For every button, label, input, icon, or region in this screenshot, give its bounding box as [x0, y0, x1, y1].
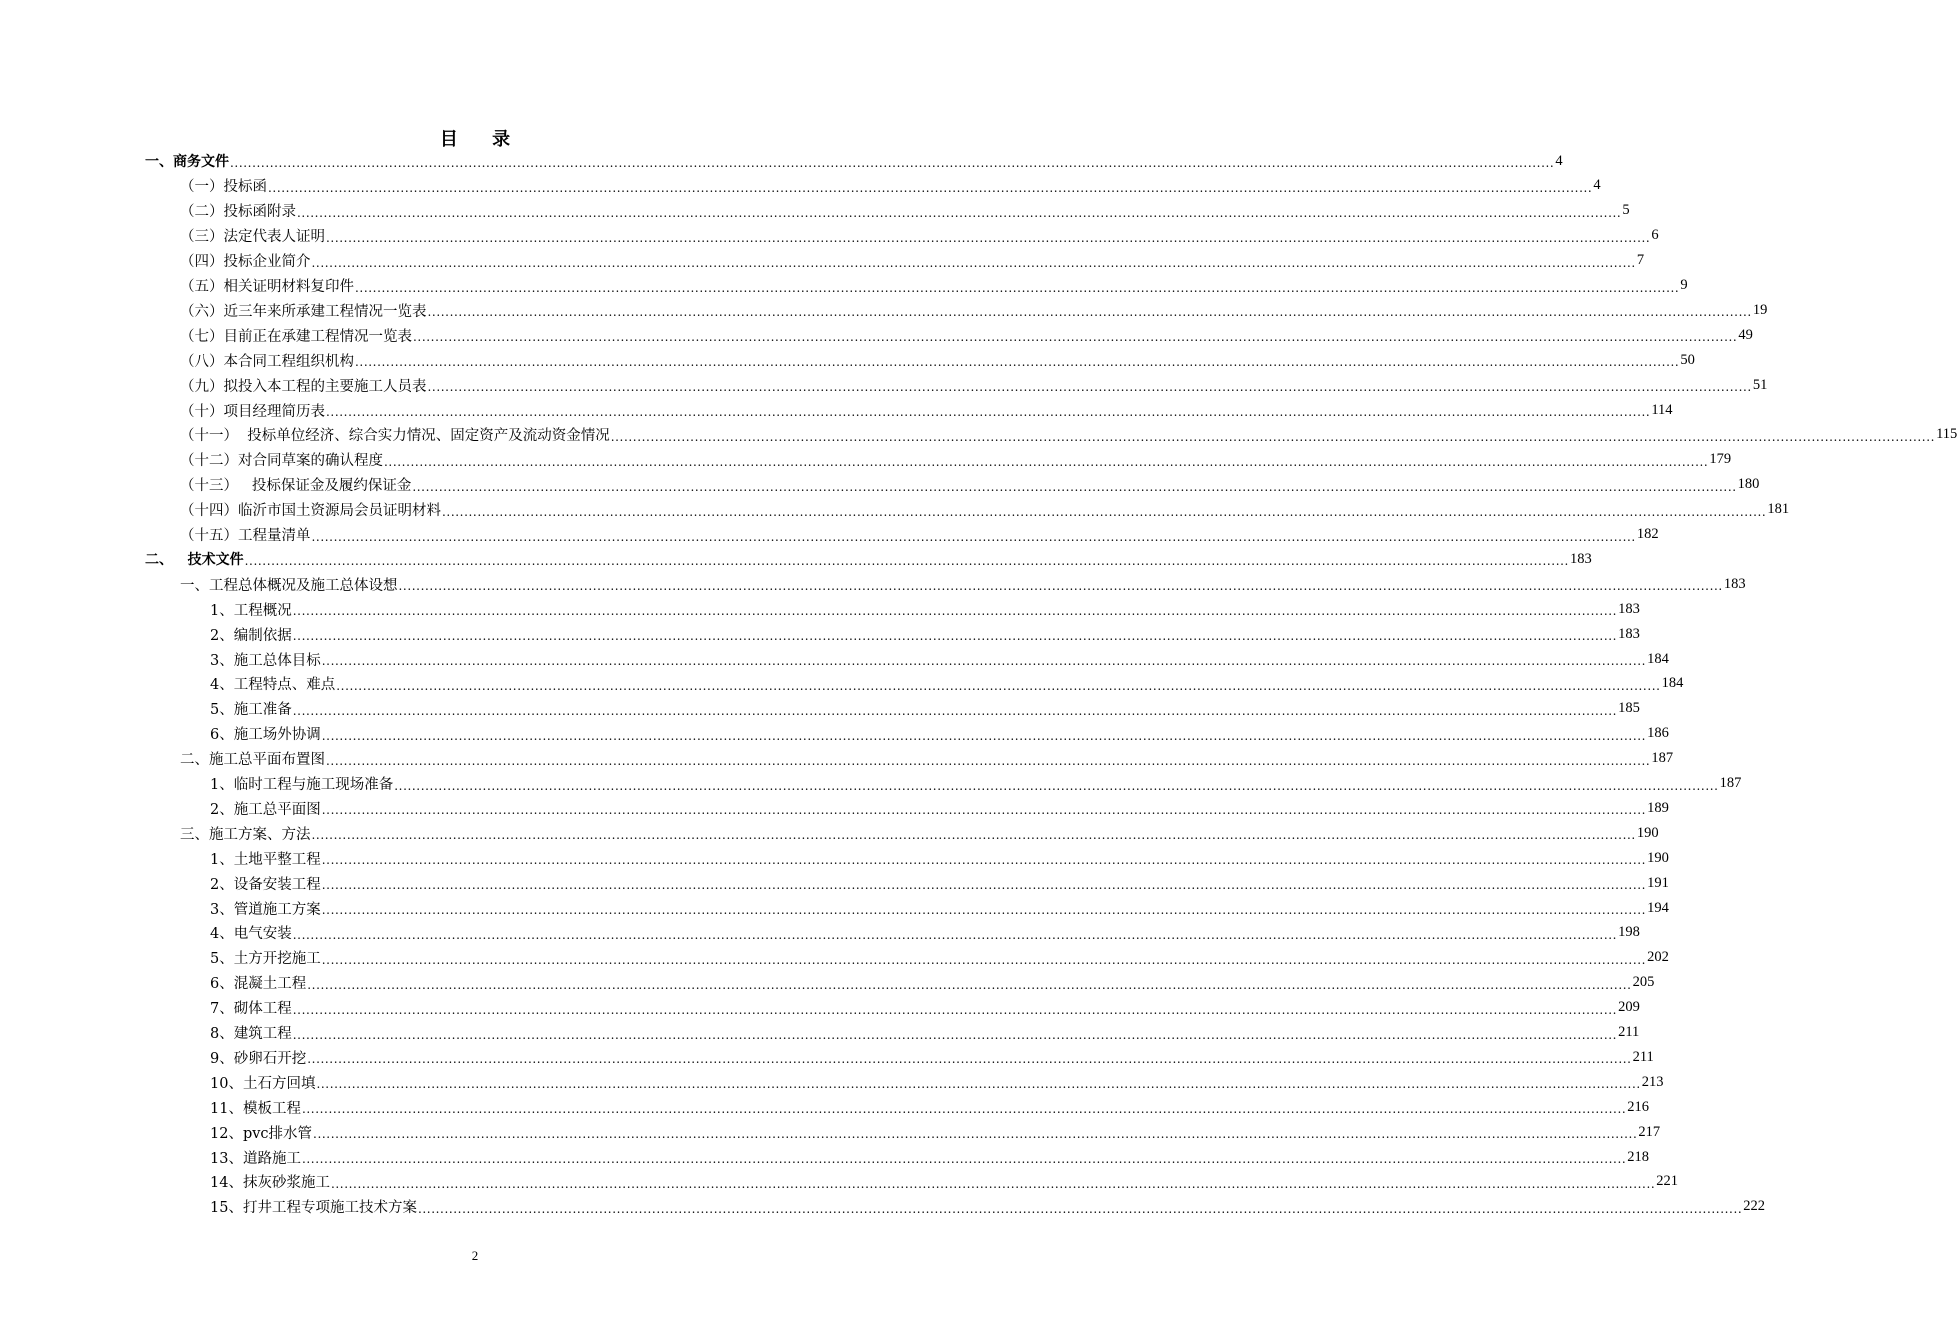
toc-entry-page: 190	[1647, 849, 1669, 866]
toc-entry-label: 6、混凝土工程	[210, 976, 307, 993]
toc-entry[interactable]	[180, 224, 1659, 248]
toc-entry-page: 198	[1618, 924, 1640, 941]
toc-entry-page: 217	[1638, 1123, 1661, 1140]
toc-leader-dots: ............................................................................................................................................................................................................................................................................................................	[321, 952, 1647, 967]
toc-entry-label: 二、 技术文件	[145, 552, 244, 569]
toc-leader-dots: ............................................................................................................................................................................................................................................................................................................	[326, 230, 1651, 245]
toc-entry-label: （三）法定代表人证明	[180, 229, 325, 246]
toc-entry-label: （九）拟投入本工程的主要施工人员表	[180, 378, 427, 395]
toc-leader-dots: ............................................................................................................................................................................................................................................................................................................	[427, 305, 1752, 320]
toc-entry-label: （七）目前正在承建工程情况一览表	[180, 328, 412, 345]
toc-entry-page: 51	[1752, 376, 1768, 393]
toc-leader-dots: ............................................................................................................................................................................................................................................................................................................	[321, 654, 1647, 668]
toc-entry[interactable]	[210, 971, 1655, 995]
toc-entry[interactable]	[210, 896, 1669, 920]
toc-entry-page: 4	[1555, 152, 1563, 169]
toc-leader-dots: ............................................................................................................................................................................................................................................................................................................	[355, 355, 1680, 370]
toc-entry-page: 183	[1569, 550, 1592, 567]
toc-leader-dots: ............................................................................................................................................................................................................................................................................................................	[313, 1127, 1638, 1142]
toc-entry[interactable]	[210, 946, 1669, 970]
toc-entry-label: （五）相关证明材料复印件	[180, 279, 354, 295]
toc-leader-dots: ............................................................................................................................................................................................................................................................................................................	[268, 180, 1593, 195]
toc-entry-page: 191	[1647, 874, 1669, 891]
toc-entry-page: 211	[1632, 1048, 1654, 1065]
toc-entry-label: 6、施工场外协调	[210, 727, 321, 744]
toc-entry-page: 221	[1656, 1173, 1679, 1190]
toc-entry[interactable]	[145, 149, 1563, 173]
toc-leader-dots: ............................................................................................................................................................................................................................................................................................................	[398, 579, 1723, 594]
toc-entry-page: 183	[1723, 575, 1746, 592]
toc-leader-dots: ............................................................................................................................................................................................................................................................................................................	[321, 728, 1647, 743]
toc-entry-label: 9、砂卵石开挖	[210, 1050, 307, 1067]
toc-entry-page: 183	[1618, 600, 1640, 617]
toc-entry-label: 2、编制依据	[210, 627, 292, 644]
toc-entry-label: （十四）临沂市国土资源局会员证明材料	[180, 503, 441, 520]
toc-entry-page: 115	[1936, 426, 1957, 443]
toc-entry[interactable]	[210, 622, 1640, 646]
toc-entry-label: （二）投标函附录	[180, 204, 296, 221]
toc-entry-label: 12、pvc排水管	[210, 1125, 313, 1142]
toc-leader-dots: ............................................................................................................................................................................................................................................................................................................	[610, 429, 1936, 444]
toc-entry-label: 一、工程总体概况及施工总体设想	[180, 577, 398, 594]
toc-entry-page: 194	[1647, 899, 1669, 916]
toc-entry-page: 179	[1709, 451, 1732, 468]
toc-leader-dots: ............................................................................................................................................................................................................................................................................................................	[321, 903, 1647, 917]
toc-entry[interactable]	[210, 1170, 1679, 1194]
toc-entry[interactable]	[210, 597, 1640, 621]
toc-entry-label: 5、施工准备	[210, 702, 292, 719]
toc-entry-label: 2、设备安装工程	[210, 876, 321, 893]
toc-entry-page: 182	[1636, 526, 1659, 542]
toc-entry-page: 186	[1647, 725, 1669, 742]
toc-entry-page: 205	[1632, 974, 1655, 991]
toc-leader-dots: ............................................................................................................................................................................................................................................................................................................	[412, 479, 1737, 494]
toc-entry-label: 11、模板工程	[210, 1100, 301, 1117]
toc-leader-dots: ............................................................................................................................................................................................................................................................................................................	[417, 1201, 1743, 1216]
toc-leader-dots: ............................................................................................................................................................................................................................................................................................................	[307, 977, 1632, 992]
toc-entry-label: （十一） 投标单位经济、综合实力情况、固定资产及流动资金情况	[180, 428, 610, 445]
toc-leader-dots: ............................................................................................................................................................................................................................................................................................................	[311, 255, 1636, 270]
toc-entry-page: 49	[1738, 326, 1753, 343]
toc-entry-label: （六）近三年来所承建工程情况一览表	[180, 303, 427, 320]
toc-entry[interactable]	[180, 821, 1659, 845]
toc-entry-label: 7、砌体工程	[210, 1001, 292, 1018]
page-title: 目 录	[439, 129, 525, 150]
toc-entry[interactable]	[210, 921, 1640, 945]
toc-entry-label: （十）项目经理简历表	[180, 403, 325, 420]
toc-entry[interactable]	[210, 1070, 1664, 1094]
toc-entry[interactable]	[210, 697, 1640, 721]
toc-leader-dots: ............................................................................................................................................................................................................................................................................................................	[292, 629, 1618, 644]
toc-entry-label: 1、土地平整工程	[210, 851, 321, 868]
toc-leader-dots: ............................................................................................................................................................................................................................................................................................................	[244, 554, 1569, 569]
toc-entry-label: （四）投标企业简介	[180, 254, 311, 271]
toc-entry-page: 50	[1680, 351, 1695, 368]
toc-leader-dots: ............................................................................................................................................................................................................................................................................................................	[292, 927, 1618, 942]
toc-entry[interactable]	[180, 423, 1957, 447]
toc-leader-dots: ............................................................................................................................................................................................................................................................................................................	[307, 1052, 1632, 1067]
toc-entry-label: 三、施工方案、方法	[180, 826, 311, 843]
toc-entry[interactable]	[210, 1095, 1650, 1119]
toc-entry[interactable]	[180, 373, 1768, 397]
toc-entry[interactable]	[180, 747, 1674, 771]
toc-entry-page: 4	[1593, 177, 1601, 194]
toc-leader-dots: ............................................................................................................................................................................................................................................................................................................	[321, 878, 1647, 893]
toc-entry-page: 184	[1661, 675, 1684, 692]
toc-entry[interactable]	[210, 1120, 1661, 1144]
toc-entry[interactable]	[180, 398, 1673, 422]
toc-entry-page: 7	[1636, 252, 1645, 269]
toc-entry-label: 2、施工总平面图	[210, 801, 321, 818]
toc-entry-page: 181	[1767, 501, 1790, 518]
toc-entry[interactable]	[210, 672, 1684, 696]
toc-entry-page: 6	[1651, 227, 1659, 244]
toc-entry-page: 9	[1680, 277, 1688, 293]
toc-entry-page: 183	[1618, 625, 1640, 642]
toc-entry[interactable]	[180, 523, 1659, 547]
toc-entry[interactable]	[210, 1045, 1654, 1069]
toc-entry-label: 8、建筑工程	[210, 1026, 292, 1042]
toc-leader-dots: ............................................................................................................................................................................................................................................................................................................	[326, 753, 1651, 768]
toc-entry-page: 216	[1627, 1098, 1650, 1115]
toc-entry[interactable]	[210, 1195, 1766, 1219]
toc-leader-dots: ............................................................................................................................................................................................................................................................................................................	[394, 778, 1719, 793]
toc-leader-dots: ............................................................................................................................................................................................................................................................................................................	[330, 1176, 1656, 1191]
toc-entry[interactable]	[210, 871, 1669, 895]
toc-entry-label: 5、土方开挖施工	[210, 951, 321, 968]
toc-entry-page: 184	[1647, 650, 1669, 667]
toc-entry[interactable]	[180, 572, 1746, 596]
toc-entry-label: 1、临时工程与施工现场准备	[210, 777, 394, 793]
toc-leader-dots: ............................................................................................................................................................................................................................................................................................................	[311, 828, 1636, 843]
toc-entry-label: （十三） 投标保证金及履约保证金	[180, 478, 412, 495]
toc-entry-page: 202	[1647, 949, 1669, 966]
toc-entry[interactable]	[180, 298, 1768, 322]
toc-entry[interactable]	[210, 846, 1669, 870]
toc-leader-dots: ............................................................................................................................................................................................................................................................................................................	[311, 529, 1636, 544]
toc-entry[interactable]	[210, 647, 1669, 671]
toc-entry[interactable]	[180, 249, 1645, 273]
toc-entry-page: 187	[1651, 750, 1674, 767]
toc-entry[interactable]	[180, 323, 1753, 347]
toc-entry-page: 190	[1636, 824, 1659, 841]
toc-entry-label: 15、打井工程专项施工技术方案	[210, 1200, 417, 1217]
toc-entry-page: 209	[1618, 999, 1640, 1016]
toc-leader-dots: ............................................................................................................................................................................................................................................................................................................	[413, 330, 1738, 345]
toc-entry[interactable]	[210, 1021, 1640, 1045]
toc-entry-label: 二、施工总平面布置图	[180, 752, 325, 769]
toc-leader-dots: ............................................................................................................................................................................................................................................................................................................	[292, 1002, 1618, 1017]
toc-leader-dots: ............................................................................................................................................................................................................................................................................................................	[292, 604, 1618, 619]
toc-entry[interactable]	[180, 274, 1688, 298]
toc-leader-dots: ............................................................................................................................................................................................................................................................................................................	[427, 380, 1752, 395]
toc-leader-dots: ............................................................................................................................................................................................................................................................................................................	[301, 1152, 1627, 1166]
toc-entry-label: （一）投标函	[180, 179, 267, 196]
toc-entry-label: （八）本合同工程组织机构	[180, 353, 354, 370]
toc-leader-dots: ............................................................................................................................................................................................................................................................................................................	[442, 504, 1767, 519]
toc-entry-page: 187	[1719, 775, 1742, 791]
toc-entry[interactable]	[180, 498, 1790, 522]
toc-entry-label: 4、工程特点、难点	[210, 677, 336, 694]
toc-entry[interactable]	[210, 722, 1669, 746]
toc-entry-label: 4、电气安装	[210, 926, 292, 943]
toc-leader-dots: ............................................................................................................................................................................................................................................................................................................	[297, 205, 1622, 220]
toc-entry[interactable]	[180, 448, 1732, 472]
toc-entry[interactable]	[180, 473, 1760, 497]
toc-entry[interactable]	[180, 199, 1630, 223]
toc-entry-page: 5	[1622, 202, 1630, 219]
toc-entry-label: 14、抹灰砂浆施工	[210, 1175, 330, 1192]
toc-leader-dots: ............................................................................................................................................................................................................................................................................................................	[301, 1102, 1627, 1117]
toc-leader-dots: ............................................................................................................................................................................................................................................................................................................	[336, 678, 1661, 693]
toc-entry[interactable]	[210, 796, 1669, 820]
toc-entry-page: 19	[1752, 301, 1768, 318]
toc-entry-label: 13、道路施工	[210, 1150, 301, 1167]
toc-entry[interactable]	[210, 996, 1640, 1020]
toc-leader-dots: ............................................................................................................................................................................................................................................................................................................	[292, 1027, 1618, 1042]
toc-entry[interactable]	[145, 547, 1592, 571]
toc-entry[interactable]	[210, 772, 1742, 796]
toc-entry-label: 3、施工总体目标	[210, 652, 321, 669]
toc-entry-page: 218	[1627, 1148, 1650, 1165]
toc-entry-label: 10、土石方回填	[210, 1075, 316, 1092]
toc-leader-dots: ............................................................................................................................................................................................................................................................................................................	[316, 1077, 1641, 1092]
toc-entry[interactable]	[180, 348, 1695, 372]
toc-leader-dots: ............................................................................................................................................................................................................................................................................................................	[292, 703, 1618, 718]
page-number: 2	[471, 1248, 479, 1263]
toc-entry-page: 211	[1618, 1024, 1640, 1040]
toc-leader-dots: ............................................................................................................................................................................................................................................................................................................	[321, 853, 1647, 868]
toc-entry-page: 114	[1651, 401, 1673, 418]
toc-entry-page: 189	[1647, 799, 1669, 816]
toc-leader-dots: ............................................................................................................................................................................................................................................................................................................	[321, 803, 1647, 818]
toc-leader-dots: ............................................................................................................................................................................................................................................................................................................	[355, 280, 1680, 295]
toc-entry-page: 222	[1743, 1198, 1766, 1215]
toc-entry-page: 185	[1618, 700, 1640, 717]
toc-entry[interactable]	[210, 1145, 1650, 1169]
toc-entry-label: （十五）工程量清单	[180, 528, 311, 544]
toc-leader-dots: ............................................................................................................................................................................................................................................................................................................	[326, 405, 1651, 419]
toc-leader-dots: ............................................................................................................................................................................................................................................................................................................	[384, 454, 1709, 469]
toc-entry[interactable]	[180, 174, 1601, 198]
toc-entry-label: 一、商务文件	[145, 154, 229, 170]
toc-entry-page: 180	[1737, 476, 1760, 493]
toc-entry-label: 1、工程概况	[210, 602, 292, 619]
toc-entry-page: 213	[1641, 1073, 1664, 1090]
toc-entry-label: （十二）对合同草案的确认程度	[180, 453, 383, 470]
toc-leader-dots: ............................................................................................................................................................................................................................................................................................................	[230, 156, 1555, 170]
toc-entry-label: 3、管道施工方案	[210, 901, 321, 918]
